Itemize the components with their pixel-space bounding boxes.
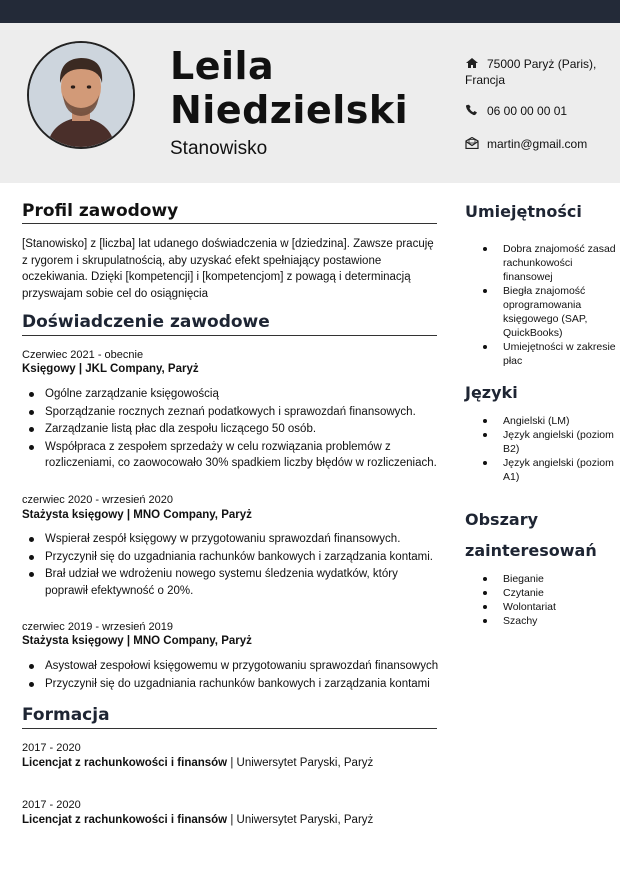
contact-email — [465, 136, 587, 152]
top-band — [0, 0, 620, 23]
interests-heading-line2: zainteresowań — [465, 541, 597, 560]
skills-list — [483, 242, 618, 368]
job-bullet: Asystował zespołowi księgowemu w przygotowaniu sprawozdań finansowych — [22, 658, 442, 675]
skill-item: Umiejętności w zakresie płac — [483, 340, 618, 368]
last-name: Niedzielski — [170, 88, 409, 132]
language-item: Język angielski (poziom A1) — [483, 456, 618, 484]
education-entry — [22, 814, 373, 826]
job-bullet: Brał udział we wdrożeniu nowego systemu śledzenia wydatków, który poprawił efektywność o 20%. — [22, 566, 442, 599]
job-position: Księgowy | JKL Company, Paryż — [22, 363, 199, 375]
interest-item: Szachy — [483, 614, 618, 628]
language-item: Język angielski (poziom B2) — [483, 428, 618, 456]
skill-item: Dobra znajomość zasad rachunkowości finansowej — [483, 242, 618, 284]
languages-heading: Języki — [465, 383, 518, 402]
first-name: Leila — [170, 44, 275, 88]
job-bullet: Przyczynił się do uzgadniania rachunków bankowych i zarządzania kontami — [22, 676, 442, 693]
job-dates: Czerwiec 2021 - obecnie — [22, 349, 144, 361]
job-bullet: Wspierał zespół księgowy w przygotowaniu sprawozdań finansowych. — [22, 531, 442, 548]
job-bullets — [22, 658, 442, 693]
job-bullet: Przyczynił się do uzgadniania rachunków bankowych i zarządzania kontami. — [22, 549, 442, 566]
email-text: martin@gmail.com — [487, 137, 588, 151]
education-dates: 2017 - 2020 — [22, 799, 81, 811]
phone-icon — [465, 104, 479, 116]
job-bullets — [22, 531, 442, 600]
job-bullet: Zarządzanie listą płac dla zespołu liczącego 50 osób. — [22, 421, 442, 438]
contact-address — [465, 56, 615, 88]
education-degree: Licencjat z rachunkowości i finansów — [22, 814, 228, 826]
phone-text: 06 00 00 00 01 — [487, 104, 568, 118]
interest-item: Wolontariat — [483, 600, 618, 614]
job-dates: czerwiec 2020 - wrzesień 2020 — [22, 494, 174, 506]
job-dates: czerwiec 2019 - wrzesień 2019 — [22, 621, 174, 633]
education-entry — [22, 757, 373, 769]
job-title: Stanowisko — [170, 138, 268, 159]
email-icon — [465, 137, 479, 149]
skills-heading: Umiejętności — [465, 202, 582, 221]
portrait-illustration — [29, 43, 133, 147]
education-school: | Uniwersytet Paryski, Paryż — [227, 757, 374, 769]
contact-phone — [465, 103, 567, 119]
job-bullets — [22, 386, 442, 473]
home-icon — [465, 57, 479, 69]
person-name — [170, 44, 408, 132]
interests-heading-line1: Obszary — [465, 510, 539, 529]
profile-divider — [22, 223, 437, 224]
education-heading: Formacja — [22, 705, 110, 725]
job-bullet: Sporządzanie rocznych zeznań podatkowych i sprawozdań finansowych. — [22, 404, 442, 421]
education-degree: Licencjat z rachunkowości i finansów — [22, 757, 228, 769]
interest-item: Bieganie — [483, 572, 618, 586]
interest-item: Czytanie — [483, 586, 618, 600]
language-item: Angielski (LM) — [483, 414, 618, 428]
profile-photo — [27, 41, 135, 149]
job-position: Stażysta księgowy | MNO Company, Paryż — [22, 635, 252, 647]
education-divider — [22, 728, 437, 729]
experience-divider — [22, 335, 437, 336]
job-bullet: Ogólne zarządzanie księgowością — [22, 386, 442, 403]
profile-text: [Stanowisko] z [liczba] lat udanego doświadczenia w [dziedzina]. Zawsze pracuję z rygorem i skrupulatnością, aby uzyskać efekt spełniający postawione oczekiwania. Dzięki [kompetencji] i [kompetencjom] z powagą i determinacją przyswajam sobie cel do osiągnięcia — [22, 238, 434, 300]
languages-list — [483, 414, 618, 484]
job-position: Stażysta księgowy | MNO Company, Paryż — [22, 509, 252, 521]
job-bullet: Współpraca z zespołem sprzedaży w celu rozwiązania problemów z rozliczeniami, co zaowocowało 30% spadkiem liczby błędów w rozliczeniach. — [22, 439, 442, 472]
education-school: | Uniwersytet Paryski, Paryż — [227, 814, 374, 826]
experience-heading: Doświadczenie zawodowe — [22, 312, 270, 332]
skill-item: Biegła znajomość oprogramowania księgowego (SAP, QuickBooks) — [483, 284, 618, 340]
interests-list — [483, 572, 618, 628]
education-dates: 2017 - 2020 — [22, 742, 81, 754]
profile-heading: Profil zawodowy — [22, 201, 179, 221]
address-text: 75000 Paryż (Paris), Francja — [465, 57, 597, 87]
